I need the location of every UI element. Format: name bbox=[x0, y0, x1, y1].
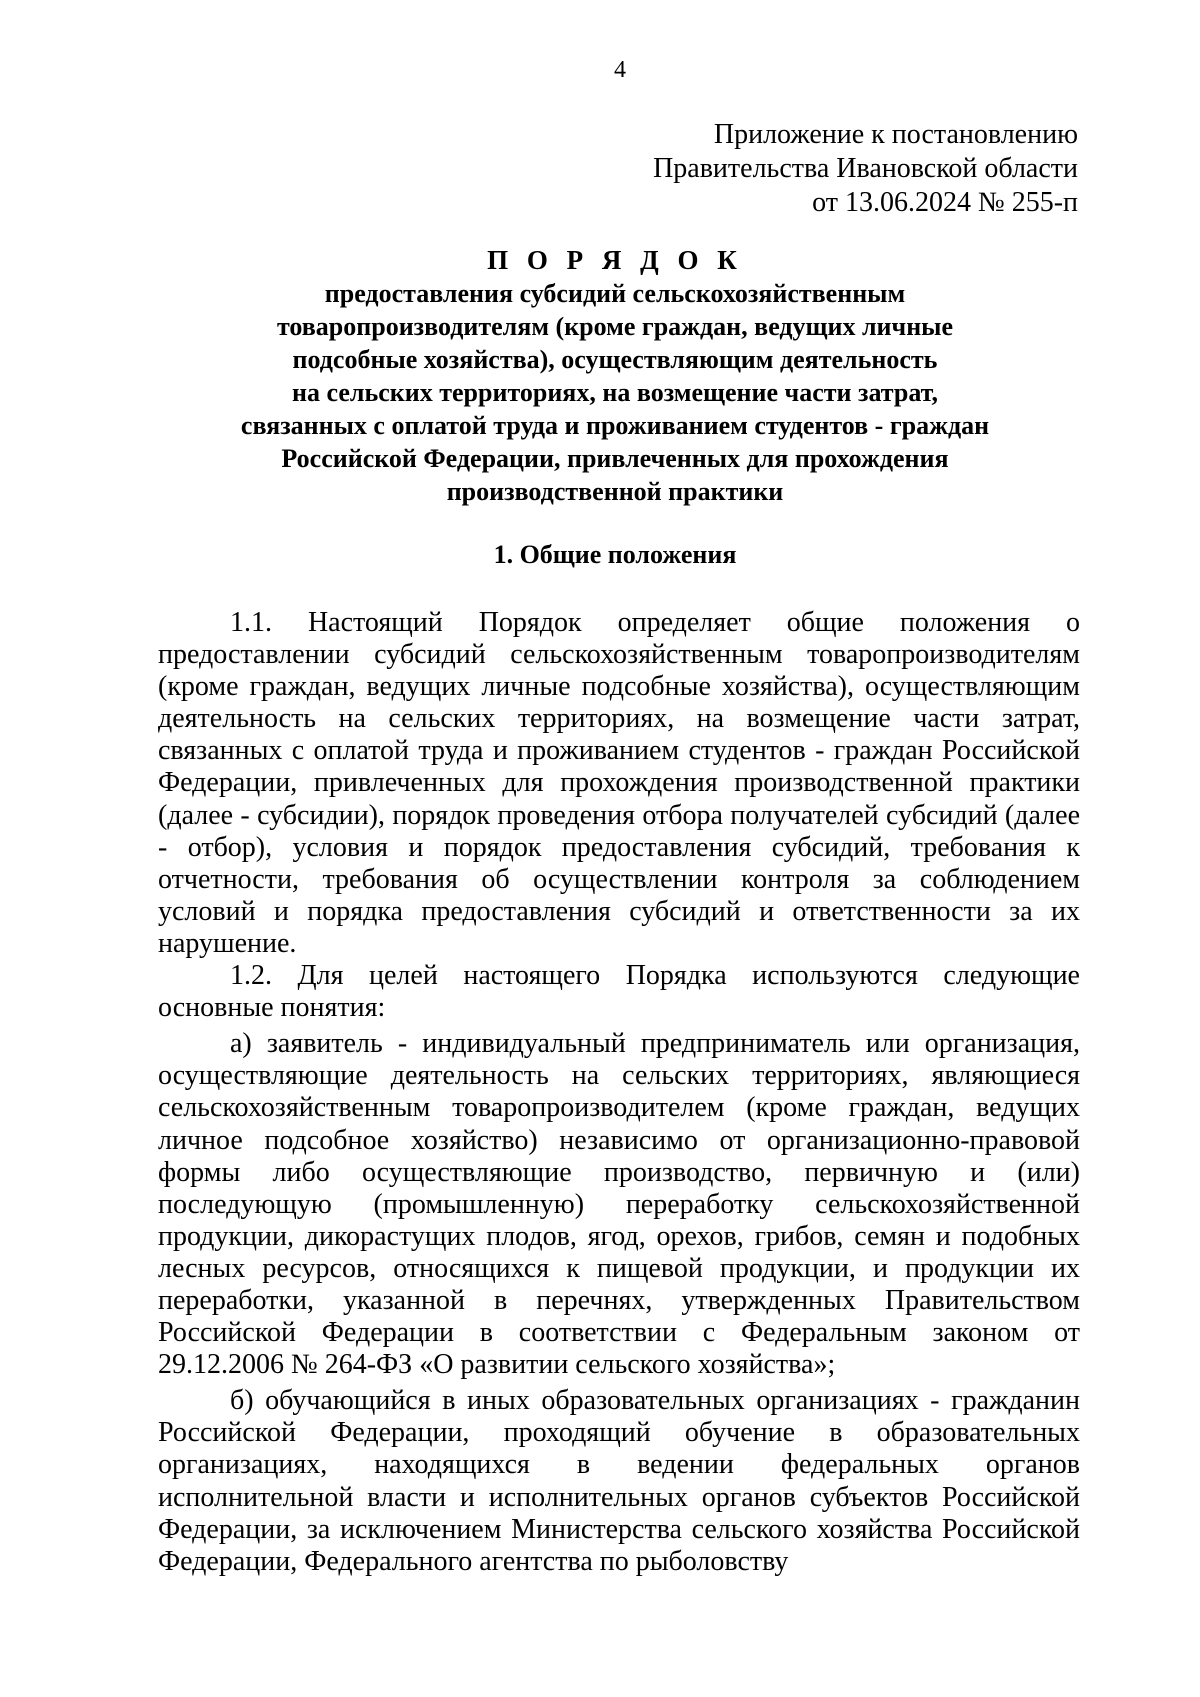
page-number: 4 bbox=[614, 57, 626, 83]
paragraph: 1.2. Для целей настоящего Порядка используются следующие основные понятия: bbox=[158, 960, 1080, 1024]
document-title bbox=[150, 243, 1080, 508]
paragraph: 1.1. Настоящий Порядок определяет общие положения о предоставлении субсидий сельскохозяйственным товаропроизводителям (кроме граждан, ведущих личные подсобные хозяйства), осуществляющим деятельность на сельских территориях, на возмещение части затрат, связанных с оплатой труда и проживанием студентов - граждан Российской Федерации, привлеченных для прохождения производственной практики (далее - субсидии), порядок проведения отбора получателей субсидий (далее - отбор), условия и порядок предоставления субсидий, требования к отчетности, требования об осуществлении контроля за соблюдением условий и порядка предоставления субсидий и ответственности за их нарушение. bbox=[158, 607, 1080, 959]
title-line: товаропроизводителям (кроме граждан, ведущих личные bbox=[276, 312, 954, 341]
appendix-line: Приложение к постановлению bbox=[713, 119, 1078, 150]
appendix-reference bbox=[653, 118, 1078, 220]
title-line: подсобные хозяйства), осуществляющим деятельность bbox=[292, 345, 938, 374]
definition-item: а) заявитель - индивидуальный предприниматель или организация, осуществляющие деятельность на сельских территориях, являющиеся сельскохозяйственным товаропроизводителем (кроме граждан, ведущих личное подсобное хозяйство) независимо от организационно-правовой формы либо осуществляющие производство, первичную и (или) последующую (промышленную) переработку сельскохозяйственной продукции, дикорастущих плодов, ягод, орехов, грибов, семян и подобных лесных ресурсов, относящихся к пищевой продукции, и продукции их переработки, указанной в перечнях, утвержденных Правительством Российской Федерации в соответствии с Федеральным законом от 29.12.2006 № 264-ФЗ «О развитии сельского хозяйства»; bbox=[158, 1028, 1080, 1381]
title-line: производственной практики bbox=[446, 477, 784, 506]
title-main: П О Р Я Д О К bbox=[487, 245, 743, 275]
appendix-line: Правительства Ивановской области bbox=[653, 153, 1078, 184]
section-heading: 1. Общие положения bbox=[493, 540, 737, 569]
title-line: Российской Федерации, привлеченных для прохождения bbox=[281, 444, 949, 473]
section-body bbox=[158, 607, 1080, 1578]
appendix-line: от 13.06.2024 № 255-п bbox=[812, 187, 1078, 218]
title-line: на сельских территориях, на возмещение части затрат, bbox=[292, 378, 938, 407]
title-line: связанных с оплатой труда и проживанием студентов - граждан bbox=[240, 411, 990, 440]
definition-item: б) обучающийся в иных образовательных организациях - гражданин Российской Федерации, проходящий обучение в образовательных организациях, находящихся в ведении федеральных органов исполнительной власти и исполнительных органов субъектов Российской Федерации, за исключением Министерства сельского хозяйства Российской Федерации, Федерального агентства по рыболовству bbox=[158, 1385, 1080, 1577]
title-line: предоставления субсидий сельскохозяйственным bbox=[324, 279, 906, 308]
